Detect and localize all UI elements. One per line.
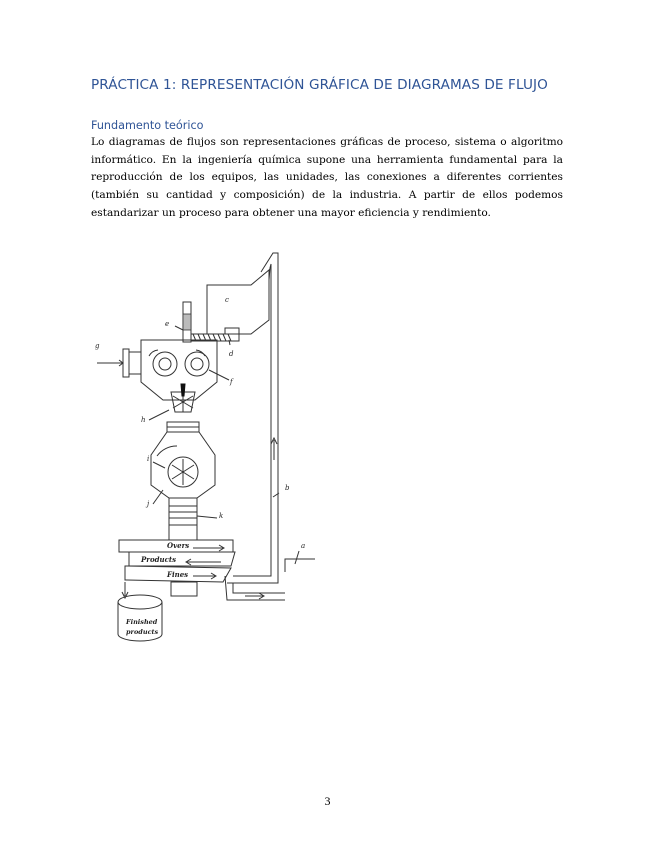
label-d: d: [229, 350, 234, 358]
process-flow-diagram: [85, 250, 325, 650]
section-heading: Fundamento teórico: [91, 119, 204, 132]
label-products: Products: [141, 555, 177, 564]
page-title: PRÁCTICA 1: REPRESENTACIÓN GRÁFICA DE DIAGRAMAS DE FLUJO: [91, 77, 548, 93]
label-g: g: [95, 342, 100, 350]
label-finished-products: products: [126, 628, 159, 636]
page-number: 3: [324, 794, 331, 808]
label-b: b: [285, 484, 290, 492]
label-overs: Overs: [167, 541, 190, 550]
label-fines: Fines: [167, 570, 189, 579]
label-a: a: [301, 542, 306, 550]
label-finished: Finished: [126, 618, 158, 626]
body-paragraph: Lo diagramas de flujos son representaciones gráficas de proceso, sistema o algoritmo informático. En la ingeniería química supone una herramienta fundamental para la reproducción de los equipos, las unidades, las conexiones a diferentes corrientes (también su cantidad y composición) de la industria. A partir de ellos podemos estandarizar un proceso para obtener una mayor eficiencia y rendimiento.: [91, 136, 563, 219]
label-e: e: [165, 320, 170, 328]
label-k: k: [219, 512, 224, 520]
label-f: f: [230, 378, 233, 386]
label-i: i: [147, 455, 150, 463]
label-j: j: [147, 500, 150, 508]
label-c: c: [225, 296, 229, 304]
label-h: h: [141, 416, 146, 424]
